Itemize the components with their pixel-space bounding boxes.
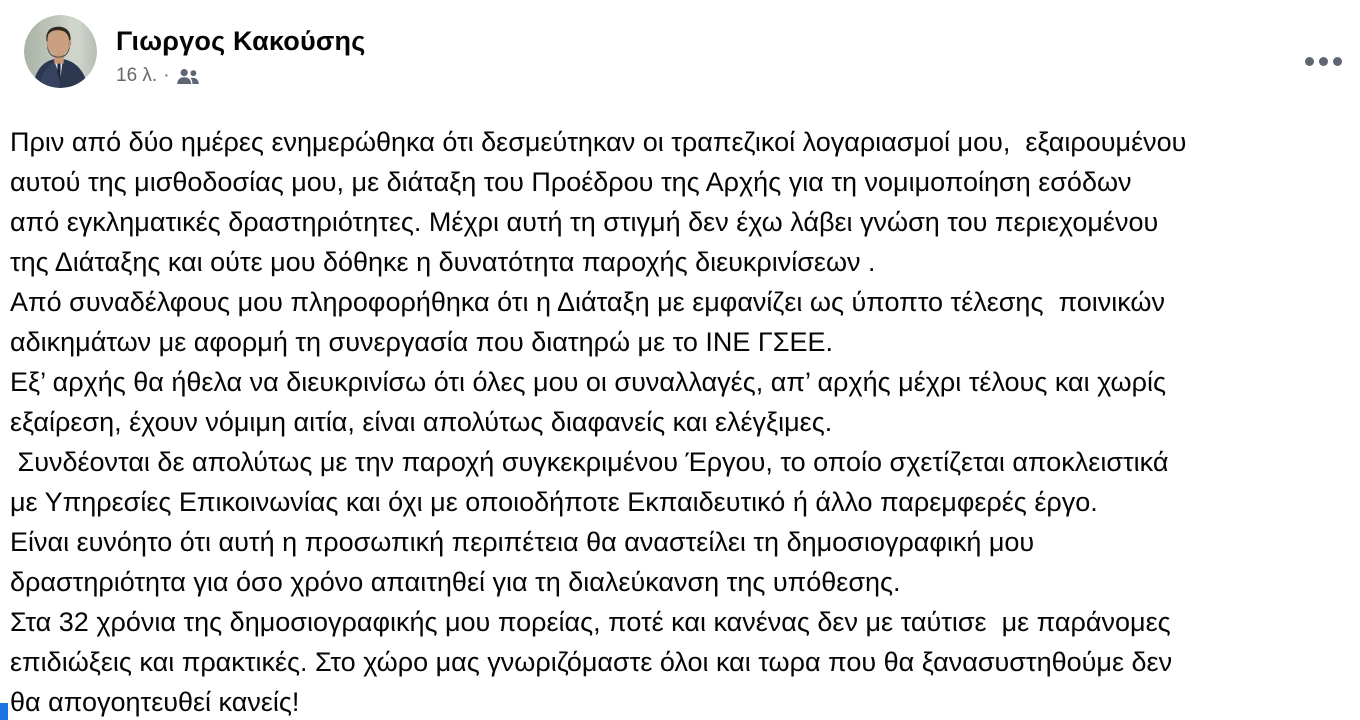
post-text-line: Πριν από δύο ημέρες ενημερώθηκα ότι δεσμεύτηκαν οι τραπεζικοί λογαριασμοί μου, εξαιρουμένου xyxy=(10,127,1187,157)
post-text-line: δραστηριότητα για όσο χρόνο απαιτηθεί για τη διαλεύκανση της υπόθεσης. xyxy=(10,567,901,597)
post-text-line: επιδιώξεις και πρακτικές. Στο χώρο μας γνωριζόμαστε όλοι και τωρα που θα ξανασυστηθούμε δεν xyxy=(10,647,1173,677)
post-text xyxy=(10,122,1360,720)
post-menu-button[interactable] xyxy=(1301,53,1346,70)
post-text-line: Συνδέονται δε απολύτως με την παροχή συγκεκριμένου Έργου, το οποίο σχετίζεται αποκλειστικά xyxy=(10,447,1169,477)
post-text-line: με Υπηρεσίες Επικοινωνίας και όχι με οποιοδήποτε Εκπαιδευτικό ή άλλο παρεμφερές έργο. xyxy=(10,487,1098,517)
bottom-left-blue-element xyxy=(0,703,8,720)
post-text-line: Είναι ευνόητο ότι αυτή η προσωπική περιπέτεια θα αναστείλει τη δημοσιογραφική μου xyxy=(10,527,1035,557)
post-text-line: Στα 32 χρόνια της δημοσιογραφικής μου πορείας, ποτέ και κανένας δεν με ταύτισε με παράνομες xyxy=(10,607,1171,637)
post-text-line: Εξ’ αρχής θα ήθελα να διευκρινίσω ότι όλες μου οι συναλλαγές, απ’ αρχής μέχρι τέλους και χωρίς xyxy=(10,367,1167,397)
ellipsis-icon xyxy=(1333,57,1342,66)
post-text-line: της Διάταξης και ούτε μου δόθηκε η δυνατότητα παροχής διευκρινίσεων . xyxy=(10,247,876,277)
post-text-line: αυτού της μισθοδοσίας μου, με διάταξη του Προέδρου της Αρχής για τη νομιμοποίηση εσόδων xyxy=(10,167,1132,197)
post-text-line: εξαίρεση, έχουν νόμιμη αιτία, είναι απολύτως διαφανείς και ελέγξιμες. xyxy=(10,407,833,437)
ellipsis-icon xyxy=(1319,57,1328,66)
friends-icon xyxy=(176,68,200,85)
header-meta xyxy=(116,15,365,87)
author-name[interactable]: Γιωργος Κακούσης xyxy=(116,26,366,56)
profile-photo xyxy=(24,15,97,88)
timestamp[interactable]: 16 λ. xyxy=(116,65,158,87)
ellipsis-icon xyxy=(1305,57,1314,66)
post-text-line: από εγκληματικές δραστηριότητες. Μέχρι αυτή τη στιγμή δεν έχω λάβει γνώση του περιεχομένου xyxy=(10,207,1159,237)
post-text-line: αδικημάτων με αφορμή τη συνεργασία που διατηρώ με το ΙΝΕ ΓΣΕΕ. xyxy=(10,327,834,357)
post-text-line: θα απογοητευθεί κανείς! xyxy=(10,687,300,717)
meta-separator: · xyxy=(163,65,170,87)
avatar[interactable] xyxy=(24,15,97,88)
post-header xyxy=(24,15,1346,88)
post-text-line: Από συναδέλφους μου πληροφορήθηκα ότι η Διάταξη με εμφανίζει ως ύποπτο τέλεσης ποινικών xyxy=(10,287,1165,317)
post-meta-row xyxy=(116,65,365,87)
